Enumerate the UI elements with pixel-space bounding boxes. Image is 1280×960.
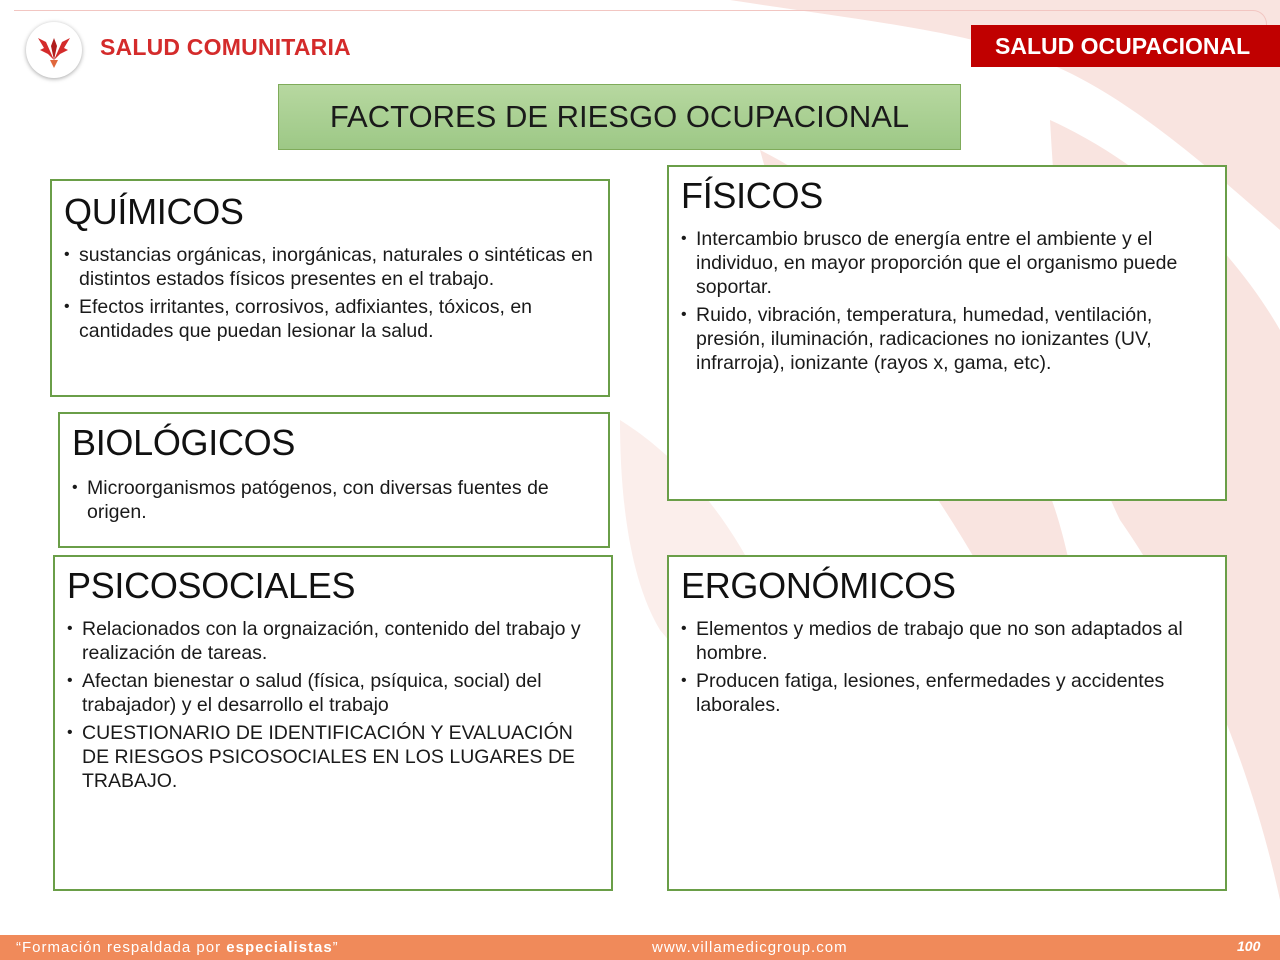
footer-slogan-bold: especialistas	[226, 939, 333, 956]
page-number: 100	[1237, 938, 1261, 954]
card-title-biologicos: BIOLÓGICOS	[72, 422, 296, 463]
page-title: FACTORES DE RIESGO OCUPACIONAL	[278, 84, 961, 150]
list-item: • Ruido, vibración, temperatura, humedad, ventilación, presión, iluminación, radicaciones no ionizantes (UV, infrarroja), ionizante (rayos x, gama, etc).	[681, 303, 1215, 375]
card-biologicos	[58, 412, 610, 548]
list-item: • CUESTIONARIO DE IDENTIFICACIÓN Y EVALUACIÓN DE RIESGOS PSICOSOCIALES EN LOS LUGARES DE TRABAJO.	[67, 721, 599, 793]
list-item: • sustancias orgánicas, inorgánicas, naturales o sintéticas en distintos estados físicos presentes en el trabajo.	[64, 243, 594, 291]
footer-slogan: “Formación respaldada por especialistas”	[16, 939, 339, 956]
card-title-ergonomicos: ERGONÓMICOS	[681, 565, 956, 606]
list-item: • Relacionados con la orgnaización, contenido del trabajo y realización de tareas.	[67, 617, 599, 665]
list-item: • Intercambio brusco de energía entre el ambiente y el individuo, en mayor proporción que el organismo puede soportar.	[681, 227, 1215, 299]
list-item: • Producen fatiga, lesiones, enfermedades y accidentes laborales.	[681, 669, 1213, 717]
list-item: • Microorganismos patógenos, con diversas fuentes de origen.	[72, 476, 594, 524]
card-title-quimicos: QUÍMICOS	[64, 191, 244, 232]
card-title-fisicos: FÍSICOS	[681, 175, 823, 216]
card-title-psicosociales: PSICOSOCIALES	[67, 565, 356, 606]
card-quimicos	[50, 179, 610, 397]
list-item: • Afectan bienestar o salud (física, psíquica, social) del trabajador) y el desarrollo el trabajo	[67, 669, 599, 717]
card-psicosociales	[53, 555, 613, 891]
footer-bar	[0, 935, 1280, 960]
brand-title: SALUD COMUNITARIA	[100, 34, 351, 60]
list-item: • Elementos y medios de trabajo que no son adaptados al hombre.	[681, 617, 1213, 665]
section-tag: SALUD OCUPACIONAL	[971, 25, 1280, 67]
list-item: • Efectos irritantes, corrosivos, adfixiantes, tóxicos, en cantidades que puedan lesionar la salud.	[64, 295, 594, 343]
card-fisicos	[667, 165, 1227, 501]
phoenix-logo-icon	[26, 22, 82, 78]
card-ergonomicos	[667, 555, 1227, 891]
footer-website: www.villamedicgroup.com	[652, 939, 848, 956]
